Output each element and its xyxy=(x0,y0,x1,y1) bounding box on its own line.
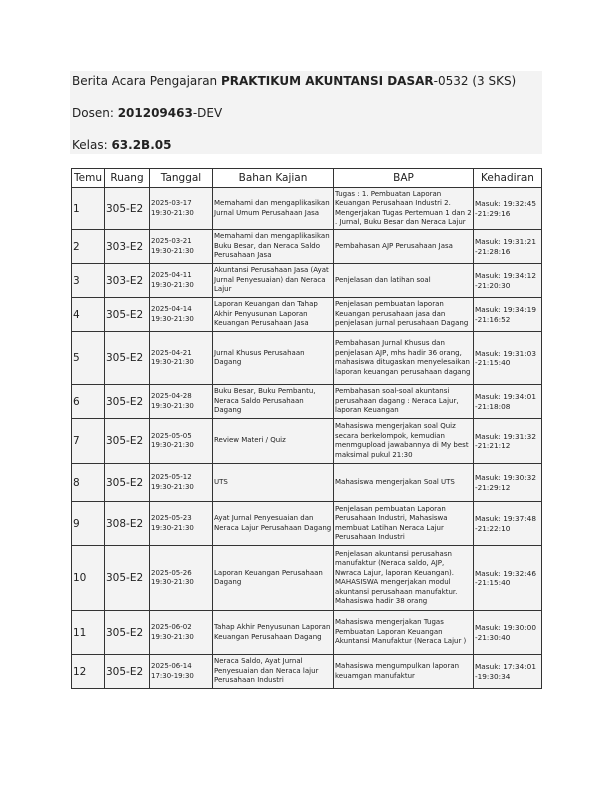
date-cell xyxy=(150,264,213,298)
table-row xyxy=(72,230,542,264)
date: 2025-03-17 xyxy=(151,199,192,207)
time: 19:30-21:30 xyxy=(151,482,194,491)
date-cell xyxy=(150,611,213,655)
date: 2025-05-05 xyxy=(151,431,192,440)
lecturer-line xyxy=(72,106,222,120)
date-cell xyxy=(150,502,213,546)
room: 308-E2 xyxy=(105,502,150,546)
date: 2025-04-21 xyxy=(151,348,192,357)
room: 303-E2 xyxy=(105,230,150,264)
meeting-number: 11 xyxy=(72,611,105,655)
attendance: Masuk: 19:37:48 -21:22:10 xyxy=(474,502,542,546)
class-line xyxy=(72,138,171,152)
class-label: Kelas: xyxy=(72,138,112,152)
meeting-number: 12 xyxy=(72,655,105,689)
topic: Tahap Akhir Penyusunan Laporan Keuangan Perusahaan Dagang xyxy=(213,611,334,655)
room: 305-E2 xyxy=(105,611,150,655)
attendance: Masuk: 19:31:21 -21:28:16 xyxy=(474,230,542,264)
table-row xyxy=(72,546,542,611)
date: 2025-04-28 xyxy=(151,392,192,400)
topic: Laporan Keuangan dan Tahap Akhir Penyusunan Laporan Keuangan Perusahaan Jasa xyxy=(213,298,334,332)
date: 2025-04-11 xyxy=(151,271,192,279)
topic: Memahami dan mengaplikasikan Buku Besar, dan Neraca Saldo Perusahaan Jasa xyxy=(213,230,334,264)
meeting-number: 3 xyxy=(72,264,105,298)
date: 2025-04-14 xyxy=(151,305,192,313)
table-row xyxy=(72,464,542,502)
bap-notes: Penjelasan pembuatan Laporan Perusahaan Industri, Mahasiswa membuat Latihan Neraca Lajur Perusahaan Industri xyxy=(334,502,474,546)
attendance: Masuk: 19:31:32 -21:21:12 xyxy=(474,419,542,464)
room: 303-E2 xyxy=(105,264,150,298)
topic: Ayat Jurnal Penyesuaian dan Neraca Lajur Perusahaan Dagang xyxy=(213,502,334,546)
title-prefix: Berita Acara Pengajaran xyxy=(72,74,221,88)
meeting-number: 7 xyxy=(72,419,105,464)
bap-notes: Penjelasan dan latihan soal xyxy=(334,264,474,298)
class-value: 63.2B.05 xyxy=(111,138,172,152)
lecturer-id: 201209463 xyxy=(117,106,193,120)
document-header xyxy=(70,71,542,154)
room: 305-E2 xyxy=(105,385,150,419)
lecturer-label: Dosen: xyxy=(72,106,118,120)
date: 2025-06-02 xyxy=(151,623,192,631)
bap-notes: Penjelasan pembuatan laporan Keuangan perusahaan jasa dan penjelasan jurnal perusahaan Dagang xyxy=(334,298,474,332)
time: 19:30-21:30 xyxy=(151,280,194,289)
bap-notes: Tugas : 1. Pembuatan Laporan Keuangan Perusahaan Industri 2. Mengerjakan Tugas Pertemuan 1 dan 2 . Jurnal, Buku Besar dan Neraca Lajur xyxy=(334,188,474,230)
bap-notes: Mahasiswa mengerjakan Soal UTS xyxy=(334,464,474,502)
table-row xyxy=(72,655,542,689)
attendance: Masuk: 19:32:45 -21:29:16 xyxy=(474,188,542,230)
room: 305-E2 xyxy=(105,464,150,502)
course-title-line xyxy=(72,74,516,88)
topic: Memahami dan mengaplikasikan Jurnal Umum Perusahaan Jasa xyxy=(213,188,334,230)
meeting-number: 1 xyxy=(72,188,105,230)
bap-notes: Penjelasan akuntansi perusahasn manufaktur (Neraca saldo, AJP, Nwraca Lajur, laporan Keuangan). MAHASISWA mengerjakan modul akuntansi perusahaan manufaktur. Mahasiswa hadir 38 orang xyxy=(334,546,474,611)
time: 19:30-21:30 xyxy=(151,314,194,323)
lecturer-suffix: -DEV xyxy=(192,106,223,120)
table-row xyxy=(72,385,542,419)
attendance: Masuk: 19:34:19 -21:16:52 xyxy=(474,298,542,332)
date-cell xyxy=(150,385,213,419)
topic: Jurnal Khusus Perusahaan Dagang xyxy=(213,332,334,385)
topic: Buku Besar, Buku Pembantu, Neraca Saldo Perusahaan Dagang xyxy=(213,385,334,419)
room: 305-E2 xyxy=(105,298,150,332)
attendance: Masuk: 19:30:32 -21:29:12 xyxy=(474,464,542,502)
date: 2025-06-14 xyxy=(151,662,192,670)
date-cell xyxy=(150,546,213,611)
bap-notes: Mahasiswa mengerjakan Tugas Pembuatan Laporan Keuangan Akuntansi Manufaktur (Neraca Lajur ) xyxy=(334,611,474,655)
table-row xyxy=(72,502,542,546)
attendance: Masuk: 17:34:01 -19:30:34 xyxy=(474,655,542,689)
time: 19:30-21:30 xyxy=(151,632,194,641)
date-cell xyxy=(150,188,213,230)
room: 305-E2 xyxy=(105,655,150,689)
time: 19:30-21:30 xyxy=(151,246,194,255)
time: 19:30-21:30 xyxy=(151,578,194,586)
column-header-kehadiran: Kehadiran xyxy=(474,169,542,188)
topic: Akuntansi Perusahaan Jasa (Ayat Jurnal Penyesuaian) dan Neraca Lajur xyxy=(213,264,334,298)
date-cell xyxy=(150,464,213,502)
attendance: Masuk: 19:30:00 -21:30:40 xyxy=(474,611,542,655)
teaching-log-table xyxy=(71,168,542,689)
table-row xyxy=(72,188,542,230)
date-cell xyxy=(150,230,213,264)
time: 19:30-21:30 xyxy=(151,208,194,217)
room: 305-E2 xyxy=(105,188,150,230)
column-header-temu: Temu xyxy=(72,169,105,188)
bap-notes: Mahasiswa mengerjakan soal Quiz secara berkelompok, kemudian menmgupload jawabannya di My best maksimal pukul 21:30 xyxy=(334,419,474,464)
meeting-number: 5 xyxy=(72,332,105,385)
time: 19:30-21:30 xyxy=(151,358,194,366)
topic: UTS xyxy=(213,464,334,502)
attendance: Masuk: 19:31:03 -21:15:40 xyxy=(474,332,542,385)
table-row xyxy=(72,298,542,332)
room: 305-E2 xyxy=(105,332,150,385)
table-row xyxy=(72,419,542,464)
table-row xyxy=(72,264,542,298)
date: 2025-05-12 xyxy=(151,473,192,481)
meeting-number: 10 xyxy=(72,546,105,611)
course-name: PRAKTIKUM AKUNTANSI DASAR xyxy=(220,74,434,88)
date-cell xyxy=(150,419,213,464)
meeting-number: 2 xyxy=(72,230,105,264)
date: 2025-05-26 xyxy=(151,568,192,577)
table-header-row xyxy=(72,169,542,188)
time: 17:30-19:30 xyxy=(151,671,194,680)
bap-notes: Pembahasan soal-soal akuntansi perusahaan dagang : Neraca Lajur, laporan Keuangan xyxy=(334,385,474,419)
meeting-number: 9 xyxy=(72,502,105,546)
course-code: -0532 (3 SKS) xyxy=(433,74,517,88)
room: 305-E2 xyxy=(105,419,150,464)
date: 2025-05-23 xyxy=(151,514,192,522)
time: 19:30-21:30 xyxy=(151,523,194,532)
meeting-number: 8 xyxy=(72,464,105,502)
column-header-tanggal: Tanggal xyxy=(150,169,213,188)
room: 305-E2 xyxy=(105,546,150,611)
topic: Neraca Saldo, Ayat Jurnal Penyesuaian dan Neraca lajur Perusahaan Industri xyxy=(213,655,334,689)
attendance: Masuk: 19:34:12 -21:20:30 xyxy=(474,264,542,298)
bap-notes: Mahasiswa mengumpulkan laporan keuamgan manufaktur xyxy=(334,655,474,689)
column-header-ruang: Ruang xyxy=(105,169,150,188)
table-row xyxy=(72,332,542,385)
table-row xyxy=(72,611,542,655)
bap-notes: Pembahasan AJP Perusahaan Jasa xyxy=(334,230,474,264)
time: 19:30-21:30 xyxy=(151,441,194,449)
column-header-bahan-kajian: Bahan Kajian xyxy=(213,169,334,188)
meeting-number: 6 xyxy=(72,385,105,419)
date-cell xyxy=(150,332,213,385)
attendance: Masuk: 19:34:01 -21:18:08 xyxy=(474,385,542,419)
date-cell xyxy=(150,298,213,332)
date: 2025-03-21 xyxy=(151,237,192,245)
meeting-number: 4 xyxy=(72,298,105,332)
bap-notes: Pembahasan Jurnal Khusus dan penjelasan AJP, mhs hadir 36 orang, mahasiswa ditugaskan menyelesaikan laporan keuangan perusahaan dagang xyxy=(334,332,474,385)
attendance: Masuk: 19:32:46 -21:15:40 xyxy=(474,546,542,611)
date-cell xyxy=(150,655,213,689)
topic: Review Materi / Quiz xyxy=(213,419,334,464)
column-header-bap: BAP xyxy=(334,169,474,188)
topic: Laporan Keuangan Perusahaan Dagang xyxy=(213,546,334,611)
time: 19:30-21:30 xyxy=(151,401,194,410)
